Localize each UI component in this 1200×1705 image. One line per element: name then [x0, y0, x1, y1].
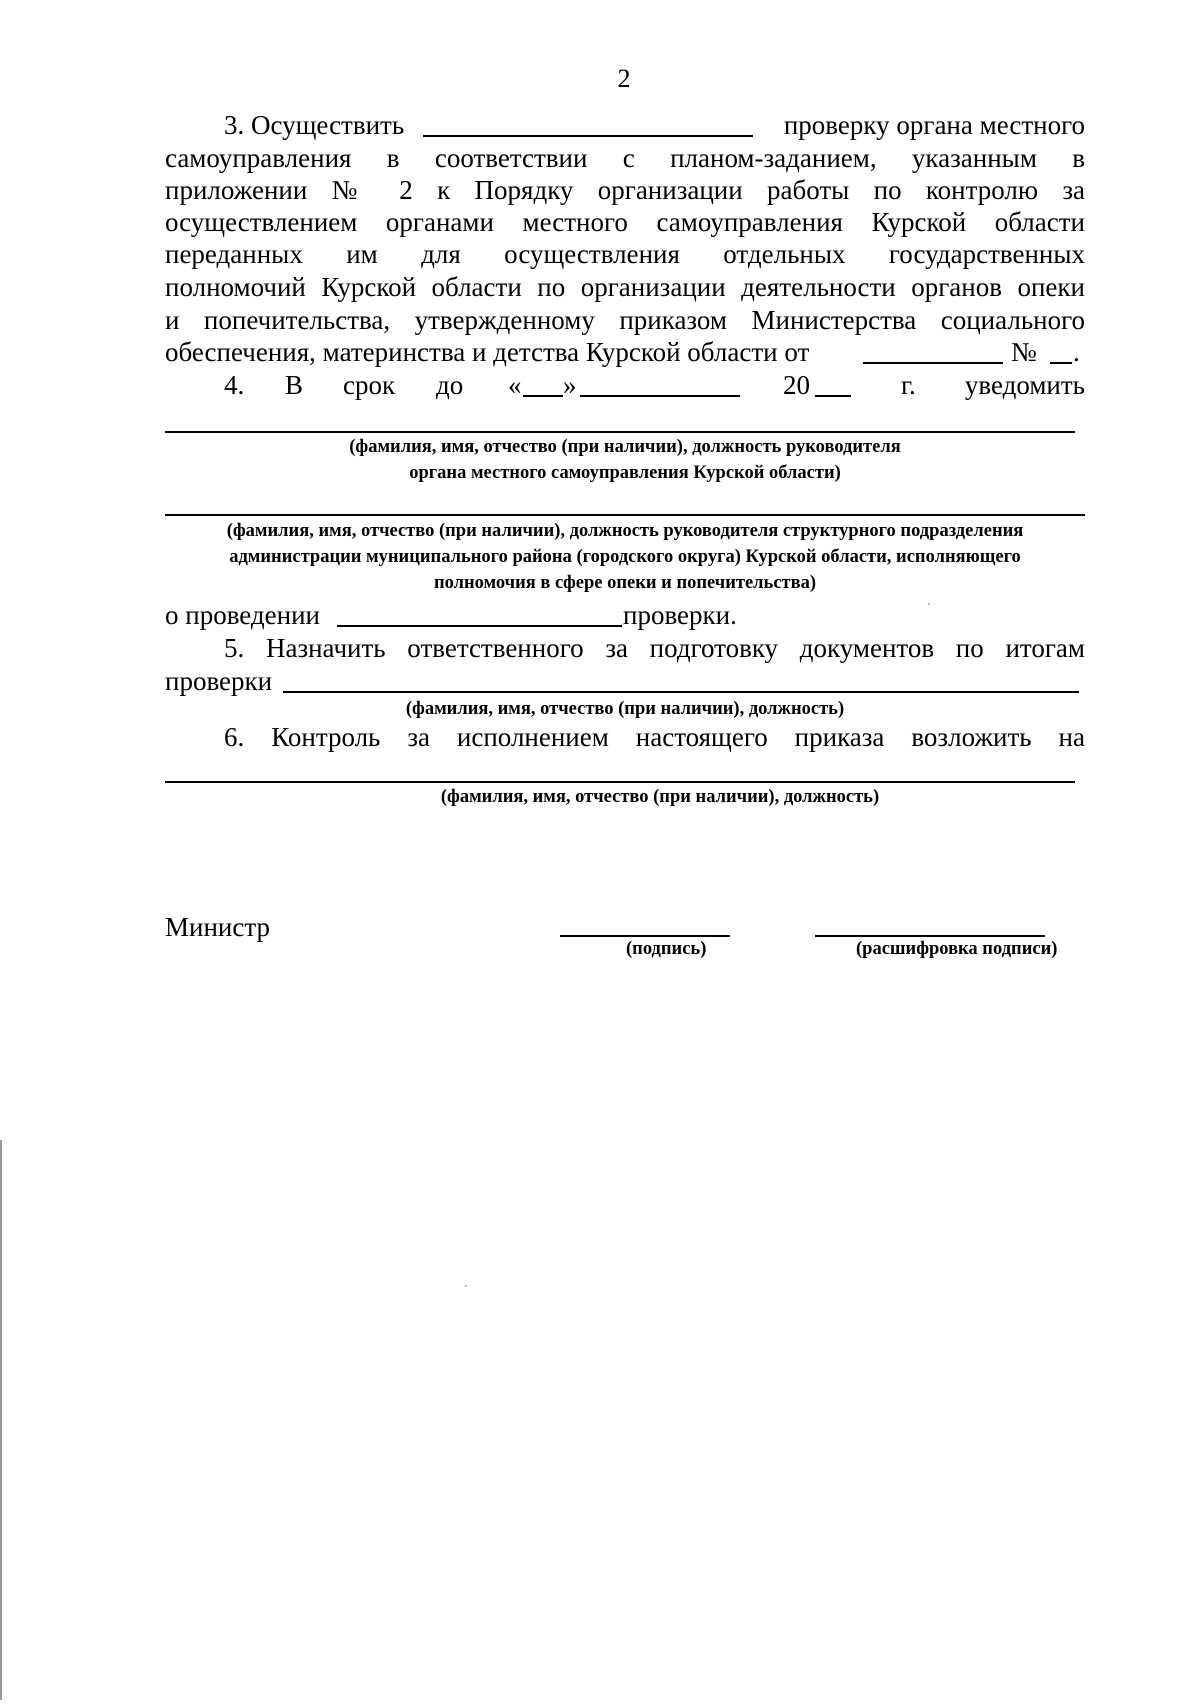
- caption-head-of-division: (фамилия, имя, отчество (при наличии), должность руководителя структурного подразделения администрации муниципального района (городского округа) Курской области, исполняющего полномочия в сфере опеки и попечительства): [226, 521, 1024, 593]
- signature-label: (подпись): [626, 939, 707, 959]
- signature-line: [560, 935, 730, 937]
- item4-word: до: [436, 370, 464, 400]
- number-sign: №: [1011, 337, 1037, 367]
- scan-speck: [465, 1285, 467, 1287]
- item3-line4: осуществлением органами местного самоуправления Курской области: [165, 207, 1085, 237]
- item3-period: .: [1073, 337, 1080, 367]
- conduct-blank-type: [337, 603, 622, 627]
- item3-blank-date: [863, 340, 1003, 364]
- item5-start: проверки: [165, 666, 273, 696]
- item4-blank-month: [580, 373, 740, 397]
- signature-decode-line: [815, 935, 1045, 937]
- item4-word: уведомить: [964, 370, 1085, 400]
- fill-line-control: [165, 781, 1075, 783]
- item3-line8-start: обеспечения, материнства и детства Курской области от: [165, 337, 810, 367]
- item3-line5: переданных им для осуществления отдельных государственных: [165, 239, 1085, 269]
- fill-line-head-of-division: [165, 514, 1085, 516]
- item3-blank-type: [423, 113, 753, 137]
- item4-blank-day: [523, 373, 563, 397]
- page-number: 2: [617, 64, 631, 93]
- caption-control: (фамилия, имя, отчество (при наличии), должность): [440, 787, 880, 807]
- fill-line-head-of-lsg: [165, 431, 1075, 433]
- signature-decode-label: (расшифровка подписи): [856, 939, 1058, 959]
- conduct-end: проверки.: [623, 600, 737, 630]
- scan-speck: [928, 603, 930, 605]
- item4-word: г.: [901, 370, 916, 400]
- item4-word: срок: [343, 370, 396, 400]
- item3-line6: полномочий Курской области по организации деятельности органов опеки: [165, 272, 1085, 302]
- item5-blank-responsible: [283, 669, 1079, 693]
- caption-head-of-lsg: (фамилия, имя, отчество (при наличии), должность руководителя органа местного самоуправления Курской области): [349, 437, 901, 483]
- item3-line2: самоуправления в соответствии с планом-заданием, указанным в: [165, 143, 1085, 173]
- item4-year-prefix: 20: [783, 370, 810, 400]
- item4-number: 4.: [224, 370, 245, 400]
- item3-line3: приложении № 2 к Порядку организации работы по контролю за: [165, 175, 1085, 205]
- item4-conduct-line: [165, 599, 1085, 631]
- item3-line7: и попечительства, утвержденному приказом Министерства социального: [165, 305, 1085, 335]
- item4-quote-open: «: [508, 370, 522, 400]
- item3-end: проверку органа местного: [783, 110, 1085, 140]
- scan-edge-mark: [0, 1140, 2, 1700]
- item4-word: В: [285, 370, 304, 400]
- item3-line8: [165, 336, 1085, 368]
- caption-responsible: (фамилия, имя, отчество (при наличии), должность): [405, 699, 845, 719]
- signature-title: Министр: [165, 912, 270, 942]
- item4-blank-year: [815, 373, 851, 397]
- item5-line2: [165, 665, 1085, 697]
- document-page: 2 3. Осуществить проверку органа местного самоуправления в соответствии с планом-заданием, указанным в приложении № 2 к Порядку организации работы по контролю за осуществлением органами местного самоуправления Курской области переданных им для осуществления отдельных государственных полномочий Курской области по организации деятельности органов опеки и попечительства, утвержденному приказом Министерства социального обеспечения, материнства и детства Курской области от № . 4. В срок до « » 20 г. уведомить (фамилия, имя, отчество (при наличии), должность руководителя органа местного самоуправления Курской области) (фамилия, имя, отчество (при наличии), должность руководителя структурного подразделения администрации муниципального района (городского округа) Курской области, исполняющего полномочия в сфере опеки и попечительства) о проведении проверки. 5. Назначить ответственного за подготовку документов по итогам проверки (фамилия, имя, отчество (при наличии), должность) 6. Контроль за исполнением настоящего приказа возложить на (фамилия, имя, отчество (при наличии), должность) Министр (подпись) (расшифровка подписи): [0, 0, 1200, 1705]
- item3-blank-number: [1050, 340, 1072, 364]
- conduct-start: о проведении: [165, 600, 320, 630]
- item4-quote-close: »: [563, 370, 577, 400]
- item3-start: 3. Осуществить: [224, 110, 405, 140]
